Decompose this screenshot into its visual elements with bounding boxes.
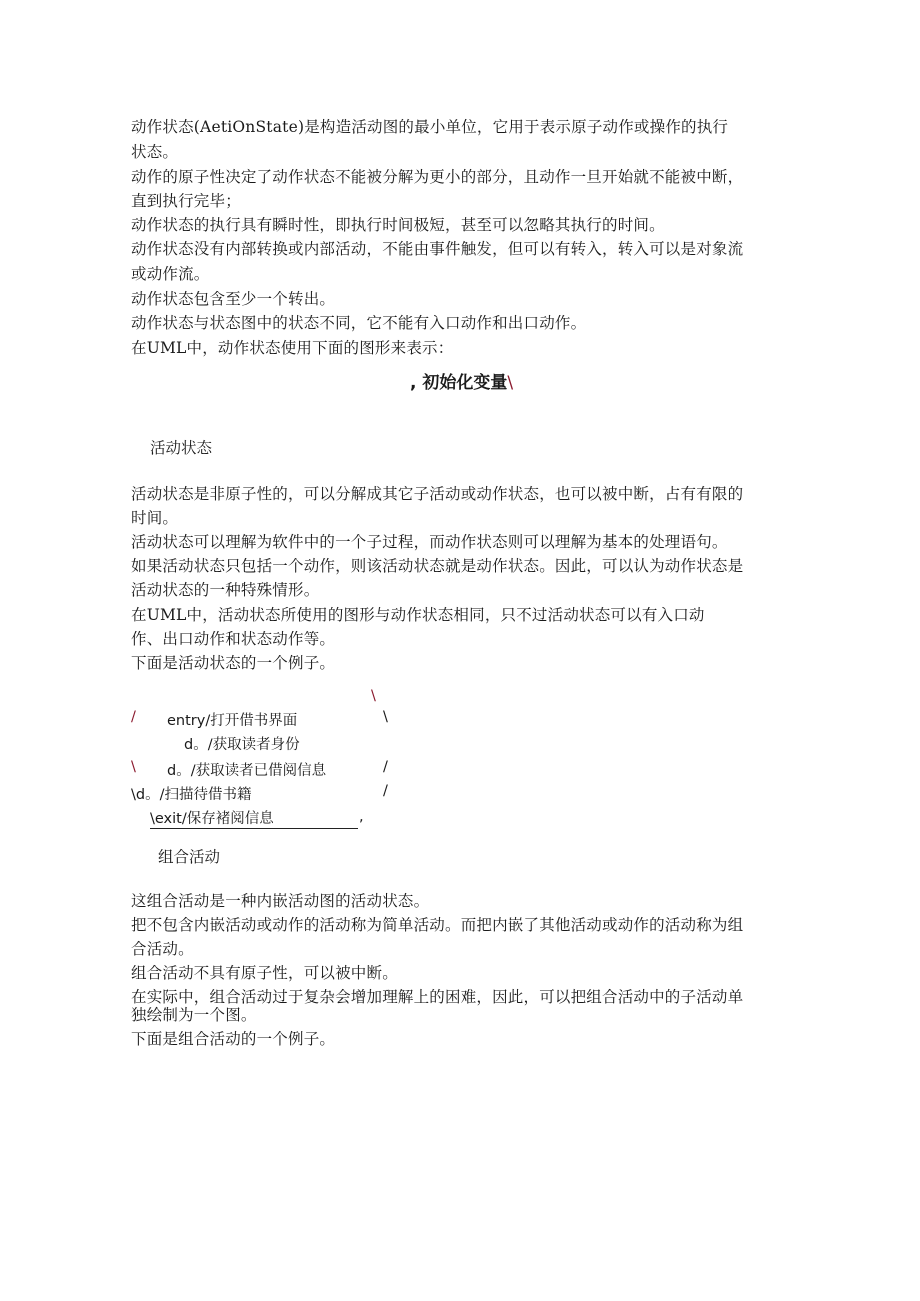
do-action-text: \d。/扫描待借书籍: [131, 787, 252, 803]
paragraph-line: 动作状态包含至少一个转出。: [131, 290, 336, 308]
paragraph-line: 动作的原子性决定了动作状态不能被分解为更小的部分，且动作一旦开始就不能被中断，: [131, 168, 744, 186]
exit-action-text: [150, 807, 358, 829]
paragraph-line: 在UML中，活动状态所使用的图形与动作状态相同，只不过活动状态可以有入口动: [131, 606, 705, 624]
paragraph-line: 时间。: [131, 509, 179, 527]
paragraph-line: 直到执行完毕；: [131, 192, 241, 210]
paragraph-line: 活动状态的一种特殊情形。: [131, 581, 320, 599]
paragraph-line: 动作状态的执行具有瞬时性，即执行时间极短，甚至可以忽略其执行的时间。: [131, 216, 665, 234]
figure-left-mark: \: [131, 759, 136, 775]
paragraph-line: 独绘制为一个图。: [131, 1006, 257, 1024]
figure-right-mark: /: [383, 759, 388, 775]
paragraph-line: 活动状态是非原子性的，可以分解成其它子活动或动作状态，也可以被中断，占有有限的: [131, 485, 744, 503]
paragraph-line: 或动作流。: [131, 265, 210, 283]
paragraph-line: 动作状态(AetiOnState)是构造活动图的最小单位，它用于表示原子动作或操作的执行: [131, 118, 729, 136]
paragraph-line: 动作状态没有内部转换或内部活动，不能由事件触发，但可以有转入，转入可以是对象流: [131, 240, 744, 258]
figure-right-mark: \: [383, 709, 388, 725]
do-action-text: d。/获取读者已借阅信息: [167, 763, 327, 779]
figure-top-mark: \: [371, 688, 376, 704]
action-state-figure: [410, 368, 513, 393]
figure-prefix: ,: [410, 373, 423, 393]
figure-label: 初始化变量: [422, 373, 508, 393]
figure-suffix: \: [507, 373, 514, 393]
exit-action-label: \exit/保存褚阅信息: [150, 807, 358, 829]
paragraph-line: 动作状态与状态图中的状态不同，它不能有入口动作和出口动作。: [131, 314, 587, 332]
paragraph-line: 在UML中，动作状态使用下面的图形来表示：: [131, 339, 454, 357]
figure-right-mark: ,: [359, 809, 364, 825]
paragraph-line: 活动状态可以理解为软件中的一个子过程，而动作状态则可以理解为基本的处理语句。: [131, 533, 728, 551]
figure-right-mark: /: [383, 783, 388, 799]
paragraph-line: 组合活动不具有原子性，可以被中断。: [131, 964, 398, 982]
paragraph-line: 把不包含内嵌活动或动作的活动称为简单活动。而把内嵌了其他活动或动作的活动称为组: [131, 916, 744, 934]
paragraph-line: 下面是活动状态的一个例子。: [131, 654, 336, 672]
section-heading: 活动状态: [150, 439, 213, 457]
entry-action-text: entry/打开借书界面: [167, 713, 298, 729]
do-action-text: d。/获取读者身份: [184, 737, 300, 753]
paragraph-line: 在实际中，组合活动过于复杂会增加理解上的困难，因此，可以把组合活动中的子活动单: [131, 988, 744, 1006]
paragraph-line: 状态。: [131, 143, 179, 161]
paragraph-line: 作、出口动作和状态动作等。: [131, 630, 336, 648]
paragraph-line: 下面是组合活动的一个例子。: [131, 1030, 336, 1048]
paragraph-line: 如果活动状态只包括一个动作，则该活动状态就是动作状态。因此，可以认为动作状态是: [131, 557, 744, 575]
section-heading: 组合活动: [158, 848, 221, 866]
figure-left-mark: /: [131, 709, 136, 725]
paragraph-line: 这组合活动是一种内嵌活动图的活动状态。: [131, 892, 430, 910]
paragraph-line: 合活动。: [131, 940, 194, 958]
